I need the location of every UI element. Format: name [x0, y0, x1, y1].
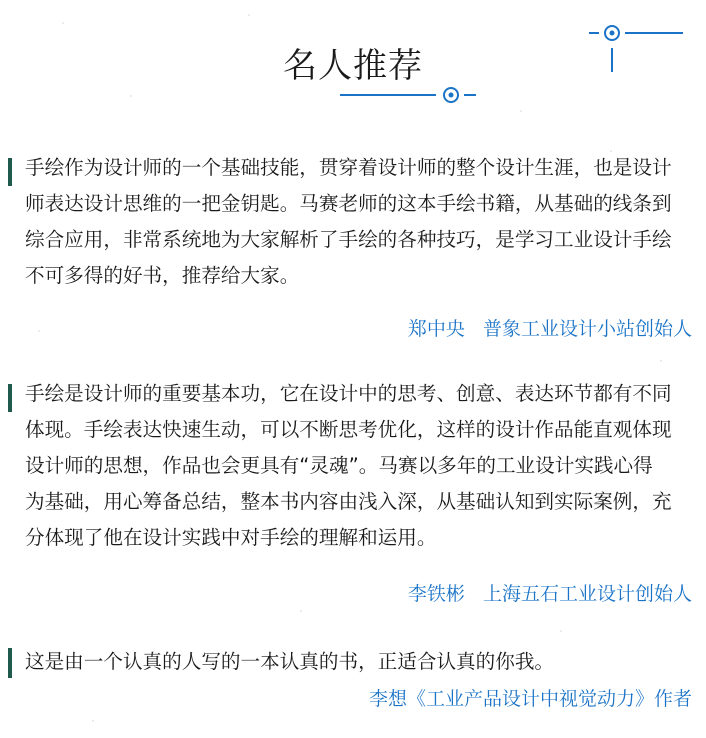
text-line: 手绘作为设计师的一个基础技能，贯穿着设计师的整个设计生涯，也是设计: [25, 156, 672, 179]
text-line: 分体现了他在设计实践中对手绘的理解和运用。: [25, 526, 437, 549]
title-underline-ornament: [338, 84, 483, 106]
recommendation-author: 郑中央 普象工业设计小站创始人: [407, 318, 692, 340]
recommendation-text: [25, 644, 697, 680]
text-line: 综合应用，非常系统地为大家解析了手绘的各种技巧，是学习工业设计手绘: [25, 228, 672, 251]
paper-speck: [62, 22, 64, 24]
recommendation-text: [25, 150, 697, 294]
page-title: 名人推荐: [283, 46, 423, 86]
paper-speck: [660, 360, 662, 362]
recommendation-card: [0, 376, 706, 608]
paper-speck: [520, 110, 522, 112]
accent-bar: [8, 384, 12, 412]
text-line: 手绘是设计师的重要基本功，它在设计中的思考、创意、表达环节都有不同: [25, 382, 672, 405]
text-line: 设计师的思想，作品也会更具有“灵魂”。马赛以多年的工业设计实践心得: [25, 454, 653, 477]
text-line: 不可多得的好书，推荐给大家。: [25, 264, 300, 287]
recommendation-author: 李想《工业产品设计中视觉动力》作者: [368, 688, 692, 710]
recommendation-text: [25, 376, 697, 556]
text-line: 为基础，用心筹备总结，整本书内容由浅入深，从基础认知到实际案例，充: [25, 490, 672, 513]
accent-bar: [8, 158, 12, 186]
text-line: 体现。手绘表达快速生动，可以不断思考优化，这样的设计作品能直观体现: [25, 418, 672, 441]
text-line: 这是由一个认真的人写的一本认真的书，正适合认真的你我。: [25, 650, 555, 673]
recommendation-card: [0, 148, 706, 348]
recommendation-author: 李铁彬 上海五石工业设计创始人: [407, 583, 692, 605]
accent-bar: [8, 648, 12, 678]
text-line: 师表达设计思维的一把金钥匙。马赛老师的这本手绘书籍，从基础的线条到: [25, 192, 672, 215]
paper-speck: [560, 630, 562, 632]
paper-speck: [248, 14, 250, 16]
recommendation-card: [0, 646, 706, 726]
paper-speck: [130, 95, 132, 97]
paper-speck: [300, 610, 302, 612]
